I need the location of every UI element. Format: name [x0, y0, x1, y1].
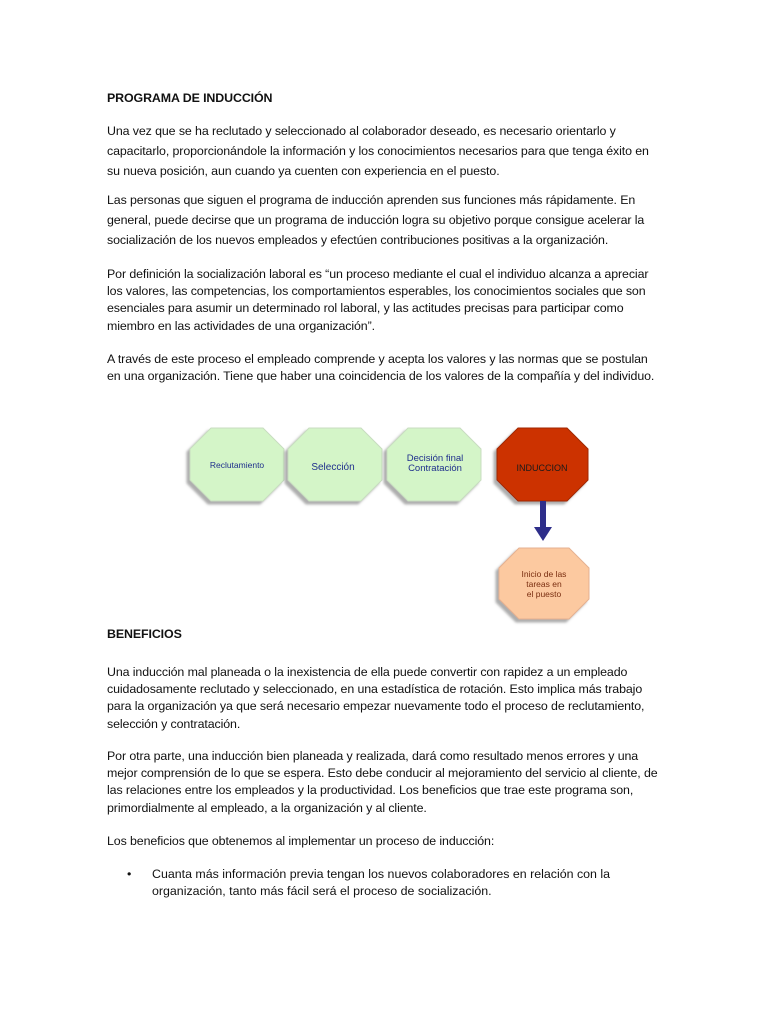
- result-label-line2: tareas en: [526, 579, 562, 589]
- step-reclutamiento-label: Reclutamiento: [209, 460, 265, 470]
- intro-paragraph: Una vez que se ha reclutado y seleccionado al colaborador deseado, es necesario orientarlo y capacitarlo, proporcionándole la información y los conocimientos necesarios para que tenga éxito en su nueva posición, aun cuando ya cuenten con experiencia en el puesto.: [107, 124, 649, 178]
- paragraph-values: A través de este proceso el empleado comprende y acepta los valores y las normas que se postulan en una organización. Tiene que haber una coincidencia de los valores de la compañía y del individuo.: [107, 352, 655, 384]
- arrow-shaft: [540, 501, 546, 528]
- result-label-line3: el puesto: [526, 589, 562, 599]
- step-contratacion-label: Contratación: [408, 463, 462, 474]
- result-inicio-tareas: [499, 548, 589, 619]
- down-arrow: [534, 501, 552, 541]
- arrow-head: [534, 527, 552, 541]
- paragraph-learning: Las personas que siguen el programa de inducción aprenden sus funciones más rápidamente. En general, puede decirse que un programa de inducción logra su objetivo porque consigue acelerar la socialización de los nuevos empleados y efectúen contribuciones positivas a la organización.: [107, 193, 645, 247]
- bullet-marker: •: [127, 867, 132, 881]
- step-decision-label: Decisión final: [406, 453, 464, 464]
- section-heading-beneficios: BENEFICIOS: [107, 627, 182, 641]
- step-induccion-label: INDUCCION: [516, 463, 568, 473]
- step-reclutamiento: [190, 428, 284, 501]
- step-induccion: [497, 428, 588, 501]
- step-seleccion-label: Selección: [311, 462, 355, 473]
- result-label-line1: Inicio de las: [521, 569, 567, 579]
- paragraph-definition: Por definición la socialización laboral es “un proceso mediante el cual el individuo alcanza a apreciar los valores, las competencias, los comportamientos esperables, los conocimientos sociales que son esenciales para asumir un determinado rol laboral, y las actitudes precisas para participar como miembro en las actividades de una organización”.: [107, 267, 649, 333]
- bullet-text: Cuanta más información previa tengan los nuevos colaboradores en relación con la organización, tanto más fácil será el proceso de socialización.: [152, 867, 611, 899]
- paragraph-bad-induction: Una inducción mal planeada o la inexistencia de ella puede convertir con rapidez a un empleado cuidadosamente reclutado y seleccionado, en una estadística de rotación. Esto implica más trabajo para la organización ya que será necesario empezar nuevamente todo el proceso de reclutamiento, selección y contratación.: [107, 665, 645, 731]
- step-seleccion: [288, 428, 382, 501]
- paragraph-good-induction: Por otra parte, una inducción bien planeada y realizada, dará como resultado menos errores y una mejor comprensión de lo que se espera. Esto debe conducir al mejoramiento del servicio al cliente, de las relaciones entre los empleados y la productividad. Los beneficios que trae este programa son, primordialmente al empleado, a la organización y al cliente.: [107, 749, 658, 815]
- step-decision-contratacion: [387, 428, 481, 501]
- page-title: PROGRAMA DE INDUCCIÓN: [107, 91, 273, 105]
- paragraph-benefits-intro: Los beneficios que obtenemos al implementar un proceso de inducción:: [107, 834, 495, 848]
